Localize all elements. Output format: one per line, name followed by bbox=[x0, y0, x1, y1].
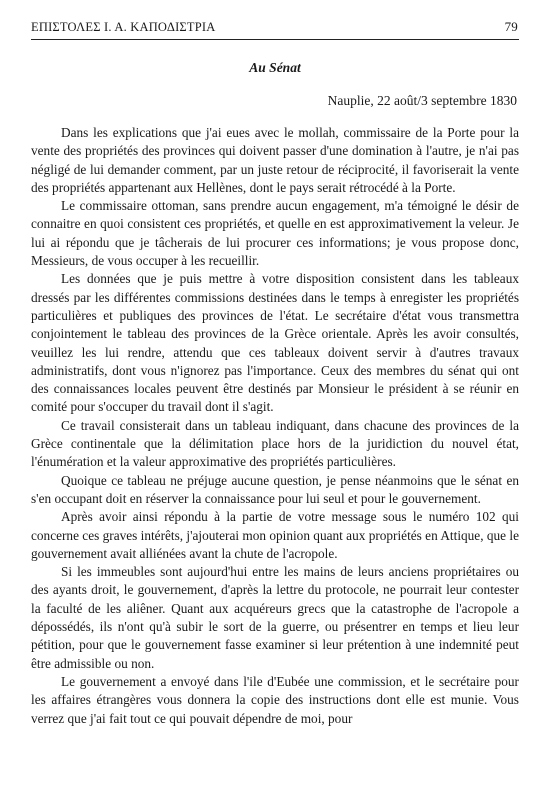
running-header bbox=[31, 0, 519, 40]
paragraph: Le commissaire ottoman, sans prendre aucun engagement, m'a témoigné le désir de connaitre en quoi consistent ces propriétés, et quelle en est approximativement la veleur. Je lui ai répondu que je tâcherais de lui procurer ces informations; je vous propose donc, Messieurs, de vous occuper à les recueillir. bbox=[31, 198, 519, 269]
paragraph: Le gouvernement a envoyé dans l'ile d'Eubée une commission, et le secrétaire pour les affaires étrangères vous donnera la copie des instructions dont elle est munie. Vous verrez que j'ai fait tout ce qui pouvait dépendre de moi, pour bbox=[31, 673, 519, 726]
letter-place-date: Nauplie, 22 août/3 septembre 1830 bbox=[327, 93, 517, 108]
paragraph: Ce travail consisterait dans un tableau indiquant, dans chacune des provinces de la Grèce continentale que la délimitation place hors de la juridiction du nouvel état, l'énumération et la valeur approximative des propriétés particulières. bbox=[31, 417, 519, 470]
letter-recipient: Au Sénat bbox=[249, 60, 301, 75]
paragraph: Dans les explications que j'ai eues avec le mollah, commissaire de la Porte pour la vente des propriétés des provinces qui doivent passer d'une domination à l'autre, je n'ai pas négligé de lui demander comment, par un juste retour de réciprocité, il favoriserait la vente des propriétés appartenant aux Hellènes, dont le pays serait rétrocédé à la Porte. bbox=[31, 125, 519, 195]
paragraph: Après avoir ainsi répondu à la partie de votre message sous le numéro 102 qui concerne ces graves intérêts, j'ajouterai mon opinion quant aux propriétés en Attique, que le gouvernement avait alliénées avant la chute de l'acropole. bbox=[31, 509, 519, 561]
paragraph: Les données que je puis mettre à votre disposition consistent dans les tableaux dressés par les différentes commissions destinées dans le temps à enregister les propriétés particulières et publiques des provinces de l'état. Le secrétaire d'état vous transmettra conjointement le tableau des provinces de la Grèce orientale. Après les avoir consultés, veuillez les lui rendre, attendu que ces tableaux doivent servir à d'autres travaux administratifs, dont vous n'ignorez pas l'importance. Ceux des membres du sénat qui ont des connaissances locales peuvent être destinés par Monsieur le président à se réunir en comité pour s'occuper du travail dont il s'agit. bbox=[31, 271, 519, 415]
running-title: ΕΠΙΣΤΟΛΕΣ Ι. Α. ΚΑΠΟΔΙΣΤΡΙΑ bbox=[31, 20, 216, 34]
paragraph: Quoique ce tableau ne préjuge aucune question, je pense néanmoins que le sénat en s'en occupant doit en réserver la connaissance pour lui seul et pour le gouvernement. bbox=[31, 472, 519, 506]
page-number: 79 bbox=[504, 19, 518, 34]
letter-body bbox=[31, 124, 519, 728]
paragraph: Si les immeubles sont aujourd'hui entre les mains de leurs anciens propriétaires ou des ayants droit, le gouvernement, d'après la lettre du protocole, ne pourrait leur contester la faculté de les aliêner. Quant aux acquéreurs grecs que la catastrophe de l'acropole a dépossédés, ils n'ont qu'à subir le sort de la guerre, ou présentrer en temps et lieu leur pétition, pour que le gouvernement fasse examiner si leur prétention à une indemnité peut être admissible ou non. bbox=[31, 564, 519, 671]
